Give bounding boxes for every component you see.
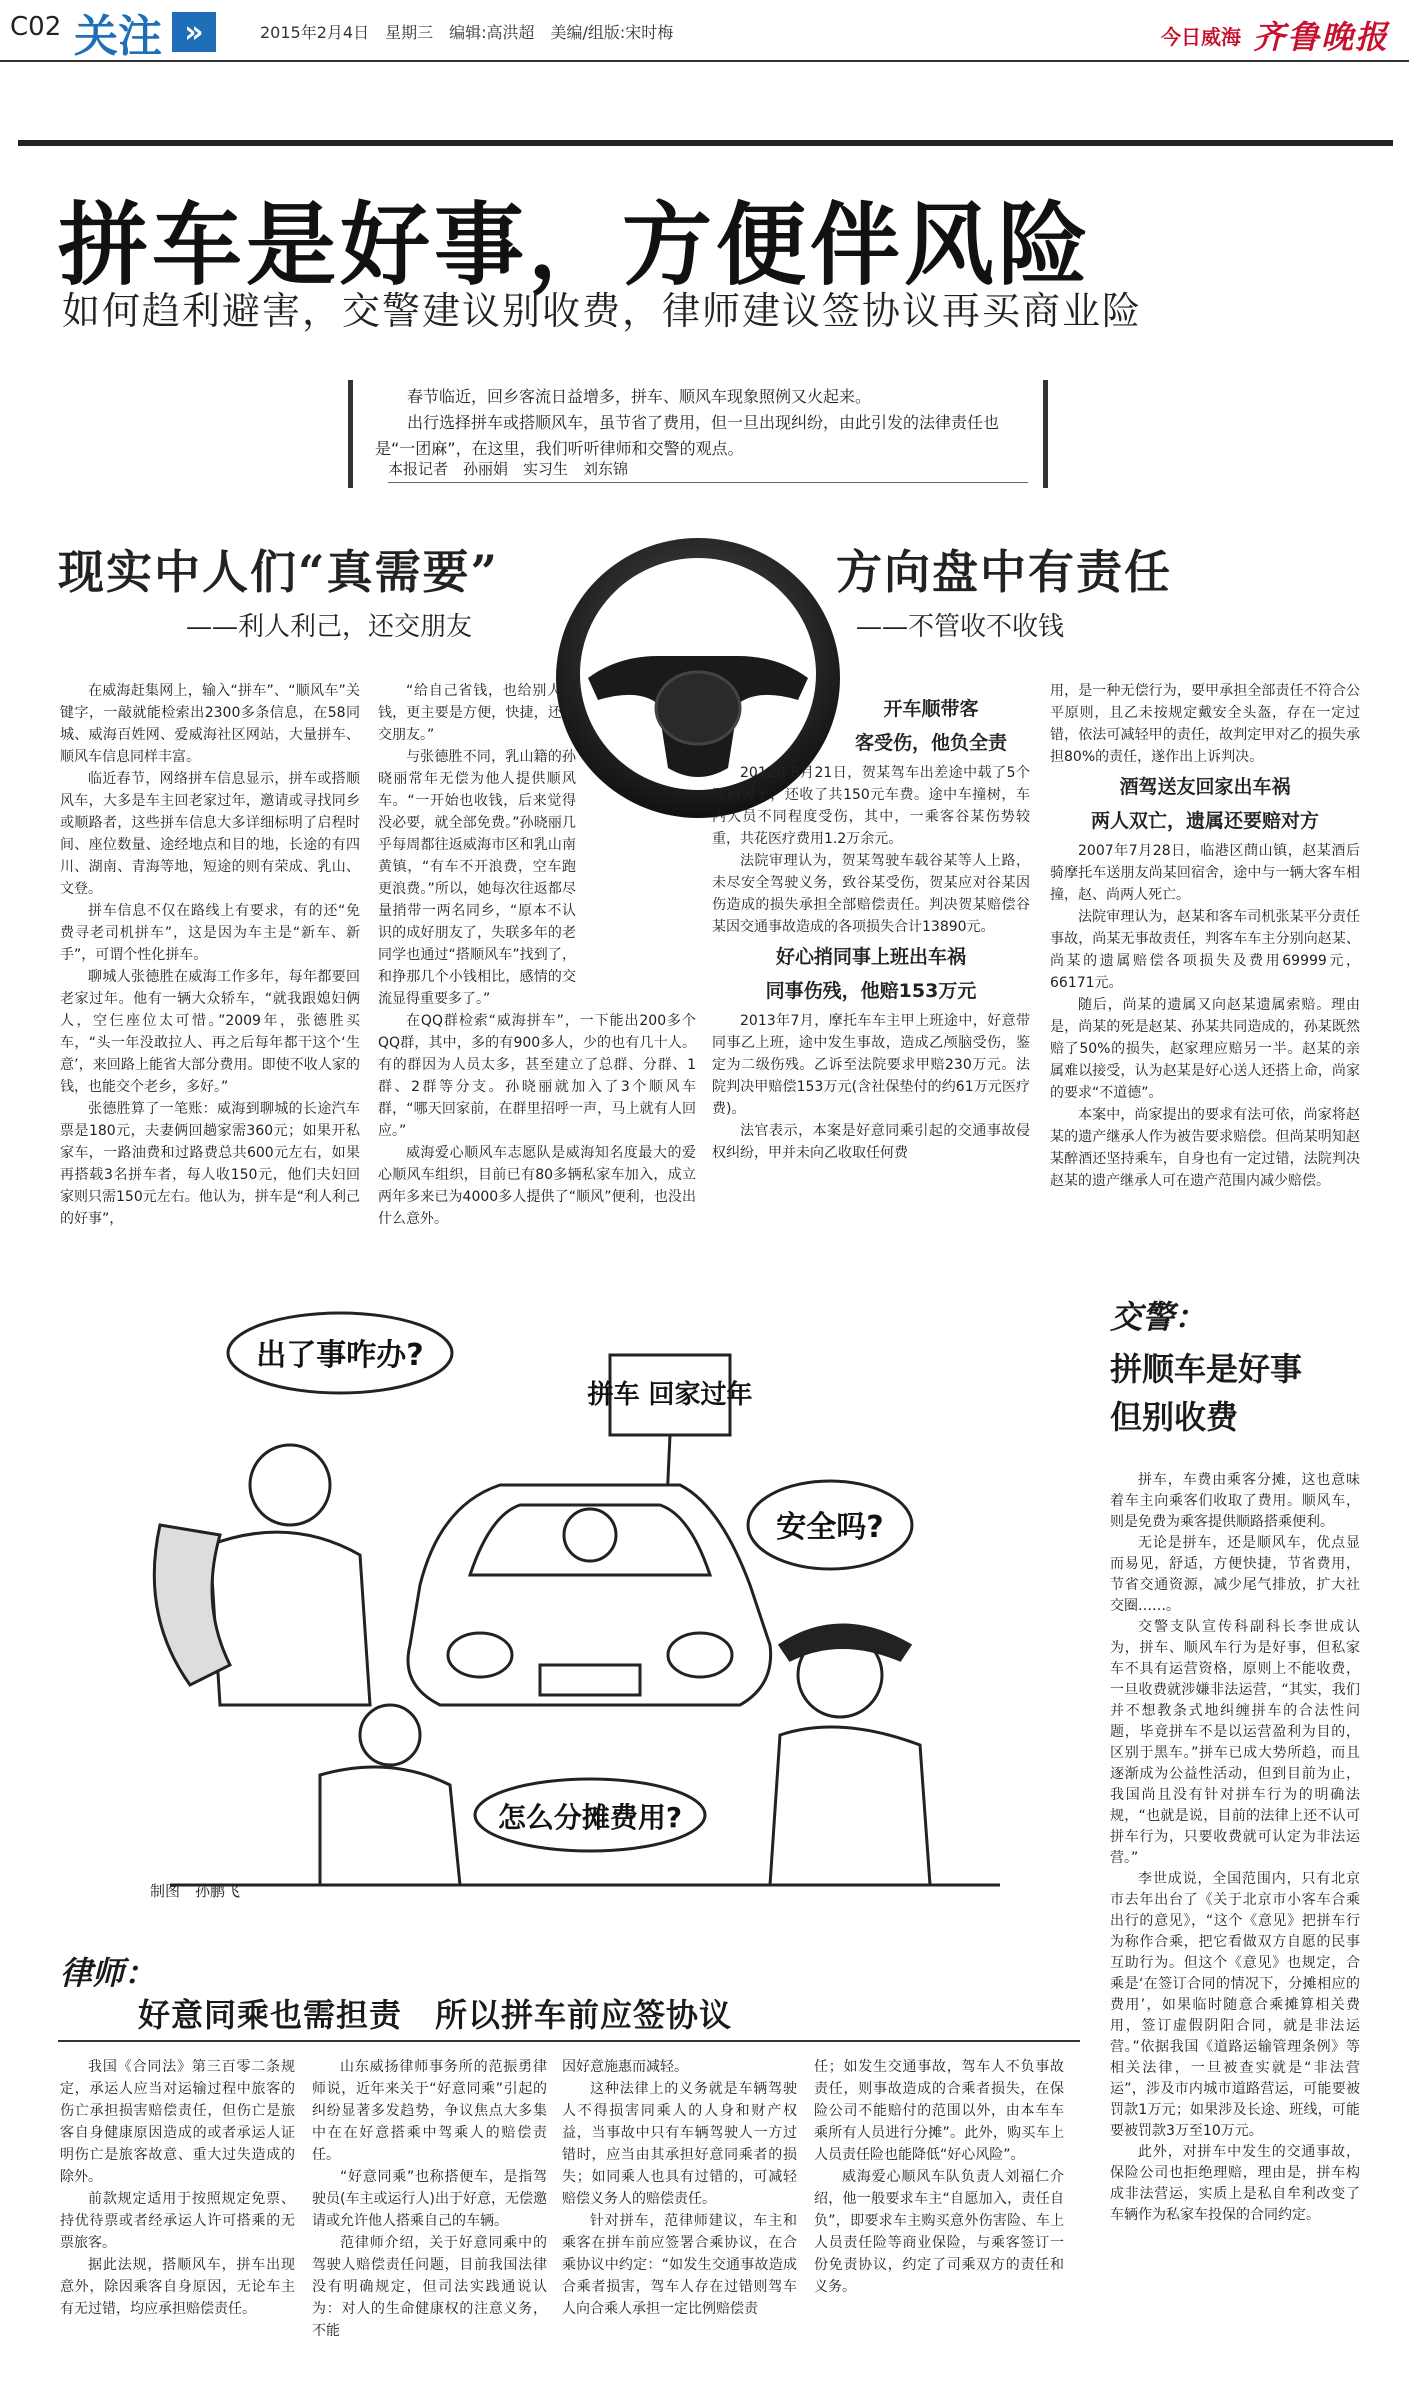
issue-meta: 2015年2月4日 星期三 编辑:高洪超 美编/组版:宋时梅 [260,23,674,42]
body-paragraph: 拼车，车费由乘客分摊，这也意味着车主向乘客们收取了费用。顺风车，则是免费为乘客提供顺路搭乘便利。 [1110,1472,1360,1530]
newspaper-logo: 齐鲁晚报 [1252,18,1389,56]
body-paragraph: 威海爱心顺风车志愿队是威海知名度最大的爱心顺风车组织，目前已有80多辆私家车加入，成立两年多来已为4000多人提供了“顺风”便利，也没出什么意外。 [378,1145,696,1227]
body-paragraph: 临近春节，网络拼车信息显示，拼车或搭顺风车，大多是车主回老家过年，邀请或寻找同乡或顺路者，这些拼车信息大多详细标明了启程时间、座位数量、途经地点和目的地，长途的有四川、湖南、青海等地，短途的则有荣成、乳山、文登。 [60,771,360,897]
section-name: 关注 [74,11,162,62]
body-paragraph: 法官表示，本案是好意同乘引起的交通事故侵权纠纷，甲并未向乙收取任何费 [712,1123,1030,1161]
body-paragraph: “给自己省钱，也给别人省钱，更主要是方便，快捷，还能交朋友。” [378,683,576,743]
left-section-subtitle: ——利人利己，还交朋友 [186,612,473,642]
cartoon-sign: 拼车 回家过年 [587,1380,753,1410]
body-paragraph: 此外，对拼车中发生的交通事故，保险公司也拒绝理赔，理由是，拼车构成非法营运，实质上是私自牟利改变了车辆作为私家车投保的合同约定。 [1110,2144,1360,2223]
traffic-police-title-line: 拼顺车是好事 [1110,1350,1303,1388]
lawyer-tag: 律师： [60,1954,157,1992]
body-paragraph: 我国《合同法》第三百零二条规定，承运人应当对运输过程中旅客的伤亡承担损害赔偿责任，但伤亡是旅客自身健康原因造成的或者承运人证明伤亡是旅客故意、重大过失造成的除外。 [60,2059,295,2185]
right-column-2 [1050,680,1360,1192]
case-subhead: 酒驾送友回家出车祸 [1119,776,1291,798]
left-section-title: 现实中人们“真需要” [58,545,499,599]
left-column-1 [60,680,360,1230]
body-paragraph: 拼车信息不仅在路线上有要求，有的还“免费寻老司机拼车”，这是因为车主是“新车、新手”，可谓个性化拼车。 [60,903,360,963]
body-paragraph: 聊城人张德胜在威海工作多年，每年都要回老家过年。他有一辆大众轿车，“就我跟媳妇俩人，空仨座位太可惜。”2009年，张德胜买车，“头一年没敢拉人、再之后每年都干这个‘生意’，来回路上能省大部分费用。即使不收人家的钱，也能交个老乡，多好。” [60,969,360,1095]
case-subhead: 开车顺带客 [883,698,979,720]
body-paragraph: 前款规定适用于按照规定免票、持优待票或者经承运人许可搭乘的无票旅客。 [60,2191,295,2251]
body-paragraph: 在QQ群检索“威海拼车”，一下能出200多个QQ群，其中，多的有900多人，少的也有几十人。有的群因为人员太多，甚至建立了总群、分群、1群、2群等分支。孙晓丽就加入了3个顺风车群，“哪天回家前，在群里招呼一声，马上就有人回应。” [378,1013,696,1139]
lawyer-column-1 [60,2056,295,2320]
left-column-2 [378,680,696,1230]
body-paragraph: 2007年7月28日，临港区蔄山镇，赵某酒后骑摩托车送朋友尚某回宿舍，途中与一辆大客车相撞，赵、尚两人死亡。 [1050,843,1360,903]
double-chevron-right-icon: » [172,12,216,52]
case-subhead: 客受伤，他负全责 [854,732,1007,754]
lawyer-column-3 [562,2056,797,2320]
body-paragraph: 2012年8月21日，贺某驾车出差途中载了5个同路男子，还收了共150元车费。途中车撞树，车内人员不同程度受伤，其中，一乘客谷某伤势较重，共花医疗费用1.2万余元。 [712,765,1030,847]
lawyer-column-4 [814,2056,1064,2298]
body-paragraph: 法院审理认为，赵某和客车司机张某平分责任事故，尚某无事故责任，判客车车主分别向赵某、尚某的遗属赔偿各项损失及费用69999元，66171元。 [1050,909,1360,991]
page-number: C02 [10,12,62,42]
body-paragraph: 2013年7月，摩托车车主甲上班途中，好意带同事乙上班，途中发生事故，造成乙颅脑受伤，鉴定为二级伤残。乙诉至法院要求甲赔230万元。法院判决甲赔偿153万元(含社保垫付的约61万元医疗费)。 [712,1013,1030,1117]
case-subhead: 两人双亡，遗属还要赔对方 [1090,810,1319,832]
section-flag [66,6,224,62]
cartoon-bubble-1: 出了事咋办? [256,1338,424,1373]
body-paragraph: 张德胜算了一笔账：威海到聊城的长途汽车票是180元，夫妻俩回趟家需360元；如果开私家车，一路油费和过路费总共600元左右，如果再搭载3名拼车者，每人收150元，他们夫妇回家则只需150元左右。他认为，拼车是“利人利己的好事”， [60,1101,360,1227]
body-paragraph: 无论是拼车，还是顺风车，优点显而易见，舒适，方便快捷，节省费用，节省交通资源，减少尾气排放，扩大社交圈……。 [1110,1535,1360,1614]
body-paragraph: 随后，尚某的遗属又向赵某遗属索赔。理由是，尚某的死是赵某、孙某共同造成的，孙某既然赔了50%的损失，赵家理应赔另一半。赵某的亲属难以接受，认为赵某是好心送人还搭上命，尚家的要求“不道德”。 [1050,997,1360,1101]
byline-rule [388,482,1028,483]
body-paragraph: 范律师介绍，关于好意同乘中的驾驶人赔偿责任问题，目前我国法律没有明确规定，但司法实践通说认为：对人的生命健康权的注意义务，不能 [312,2235,547,2339]
body-paragraph: 法院审理认为，贺某驾驶车载谷某等人上路，未尽安全驾驶义务，致谷某受伤，贺某应对谷某因伤造成的损失承担全部赔偿责任。判决贺某赔偿谷某因交通事故造成的各项损失合计13890元。 [712,853,1030,935]
body-paragraph: 与张德胜不同，乳山籍的孙晓丽常年无偿为他人提供顺风车。“一开始也收钱，后来觉得没必要，就全部免费。”孙晓丽几乎每周都往返威海市区和乳山南黄镇，“有车不开浪费，空车跑更浪费。”所以，她每次往返都尽量捎带一两名同乡，“原本不认识的成好朋友了，失联多年的老同学也通过“搭顺风车”找到了，和挣那几个小钱相比，感情的交流显得重要多了。” [378,749,576,1007]
lawyer-column-2 [312,2056,547,2342]
page-headline: 拼车是好事，方便伴风险 [58,192,1092,298]
masthead [0,0,1409,62]
body-paragraph: 李世成说，全国范围内，只有北京市去年出台了《关于北京市小客车合乘出行的意见》，“这个《意见》把拼车行为称作合乘，把它看做双方自愿的民事互助行为。但这个《意见》也规定，合乘是‘在签订合同的情况下，分摊相应的费用’，如果临时随意合乘摊算相关费用，签订虚假阴阳合同，就是非法运营。”依据我国《道路运输管理条例》等相关法律，一旦被查实就是“非法营运”，涉及市内城市道路营运，可能要被罚款1万元；如果涉及长途、班线，可能要被罚款3万至10万元。 [1110,1871,1360,2139]
case-subhead: 好心捎同事上班出车祸 [775,946,966,968]
body-paragraph: 因好意施惠而减轻。 [562,2059,688,2075]
lede-paragraph: 出行选择拼车或搭顺风车，虽节省了费用，但一旦出现纠纷，由此引发的法律责任也是“一团麻”，在这里，我们听听律师和交警的观点。 [375,413,1000,458]
body-paragraph: 用，是一种无偿行为，要甲承担全部责任不符合公平原则，且乙未按规定戴安全头盔，存在一定过错，依法可减轻甲的责任，故判定甲对乙的损失承担80%的责任，遂作出上诉判决。 [1050,683,1360,765]
lawyer-rule [58,2040,1080,2042]
body-paragraph: 针对拼车，范律师建议，车主和乘客在拼车前应签署合乘协议，在合乘协议中约定：“如发生交通事故造成合乘者损害，驾车人存在过错则驾车人向合乘人承担一定比例赔偿责 [562,2213,797,2317]
traffic-police-column [1110,1470,1360,2226]
body-paragraph: 任；如发生交通事故，驾车人不负事故责任，则事故造成的合乘者损失，在保险公司不能赔付的范围以外，由本车车乘所有人员进行分摊”。此外，购买车上人员责任险也能降低“好心风险”。 [814,2059,1064,2163]
body-paragraph: 据此法规，搭顺风车，拼车出现意外，除因乘客自身原因，无论车主有无过错，均应承担赔偿责任。 [60,2257,295,2317]
body-paragraph: 威海爱心顺风车队负责人刘福仁介绍，他一般要求车主“自愿加入，责任自负”，即要求车主购买意外伤害险、车上人员责任险等商业保险，与乘客签订一份免责协议，约定了司乘双方的责任和义务。 [814,2169,1064,2295]
lawyer-title: 好意同乘也需担责 所以拼车前应签协议 [138,1996,733,2034]
right-section-title: 方向盘中有责任 [836,545,1172,599]
page-subheadline: 如何趋利避害，交警建议别收费，律师建议签协议再买商业险 [62,289,1143,333]
cartoon-illustration [120,1285,1020,1905]
case-subhead: 同事伤残，他赔153万元 [765,980,977,1002]
edition-name: 今日威海 [1160,24,1241,49]
right-column-1 [712,690,1030,1164]
right-section-subtitle: ——不管收不收钱 [856,612,1065,642]
cartoon-bubble-3: 怎么分摊费用? [497,1801,683,1834]
brand [1161,12,1389,58]
cartoon-bubble-2: 安全吗? [776,1510,884,1545]
traffic-police-title [1110,1345,1302,1441]
body-paragraph: 在威海赶集网上，输入“拼车”、“顺风车”关键字，一敲就能检索出2300多条信息，在58同城、威海百姓网、爱威海社区网站，大量拼车、顺风车信息同样丰富。 [60,683,360,765]
body-paragraph: 本案中，尚家提出的要求有法可依，尚家将赵某的遗产继承人作为被告要求赔偿。但尚某明知赵某醉酒还坚持乘车，自身也有一定过错，法院判决赵某的遗产继承人可在遗产范围内减少赔偿。 [1050,1107,1360,1189]
traffic-police-title-line: 但别收费 [1110,1398,1239,1436]
headline-rule [18,140,1393,146]
cartoon-credit: 制图 孙鹏飞 [150,1882,241,1900]
body-paragraph: 交警支队宣传科副科长李世成认为，拼车、顺风车行为是好事，但私家车不具有运营资格，原则上不能收费，一旦收费就涉嫌非法运营，“其实，我们并不想教条式地纠缠拼车的合法性问题，毕竟拼车不是以运营盈利为目的，区别于黑车。”拼车已成大势所趋，而且逐渐成为公益性活动，但到目前为止，我国尚且没有针对拼车行为的明确法规，“也就是说，目前的法律上还不认可拼车行为，只要收费就可认定为非法运营。” [1110,1619,1360,1866]
lede-paragraph: 春节临近，回乡客流日益增多，拼车、顺风车现象照例又火起来。 [407,387,872,406]
traffic-police-tag: 交警： [1110,1298,1207,1336]
body-paragraph: “好意同乘”也称搭便车，是指驾驶员(车主或运行人)出于好意，无偿邀请或允许他人搭乘自己的车辆。 [312,2169,547,2229]
byline: 本报记者 孙丽娟 实习生 刘东锦 [388,460,629,478]
body-paragraph: 山东威扬律师事务所的范振勇律师说，近年来关于“好意同乘”引起的纠纷显著多发趋势，争议焦点大多集中在在好意搭乘中驾乘人的赔偿责任。 [312,2059,547,2163]
body-paragraph: 这种法律上的义务就是车辆驾驶人不得损害同乘人的人身和财产权益，当事故中只有车辆驾驶人一方过错时，应当由其承担好意同乘者的损失；如同乘人也具有过错的，可减轻赔偿义务人的赔偿责任。 [562,2081,797,2207]
